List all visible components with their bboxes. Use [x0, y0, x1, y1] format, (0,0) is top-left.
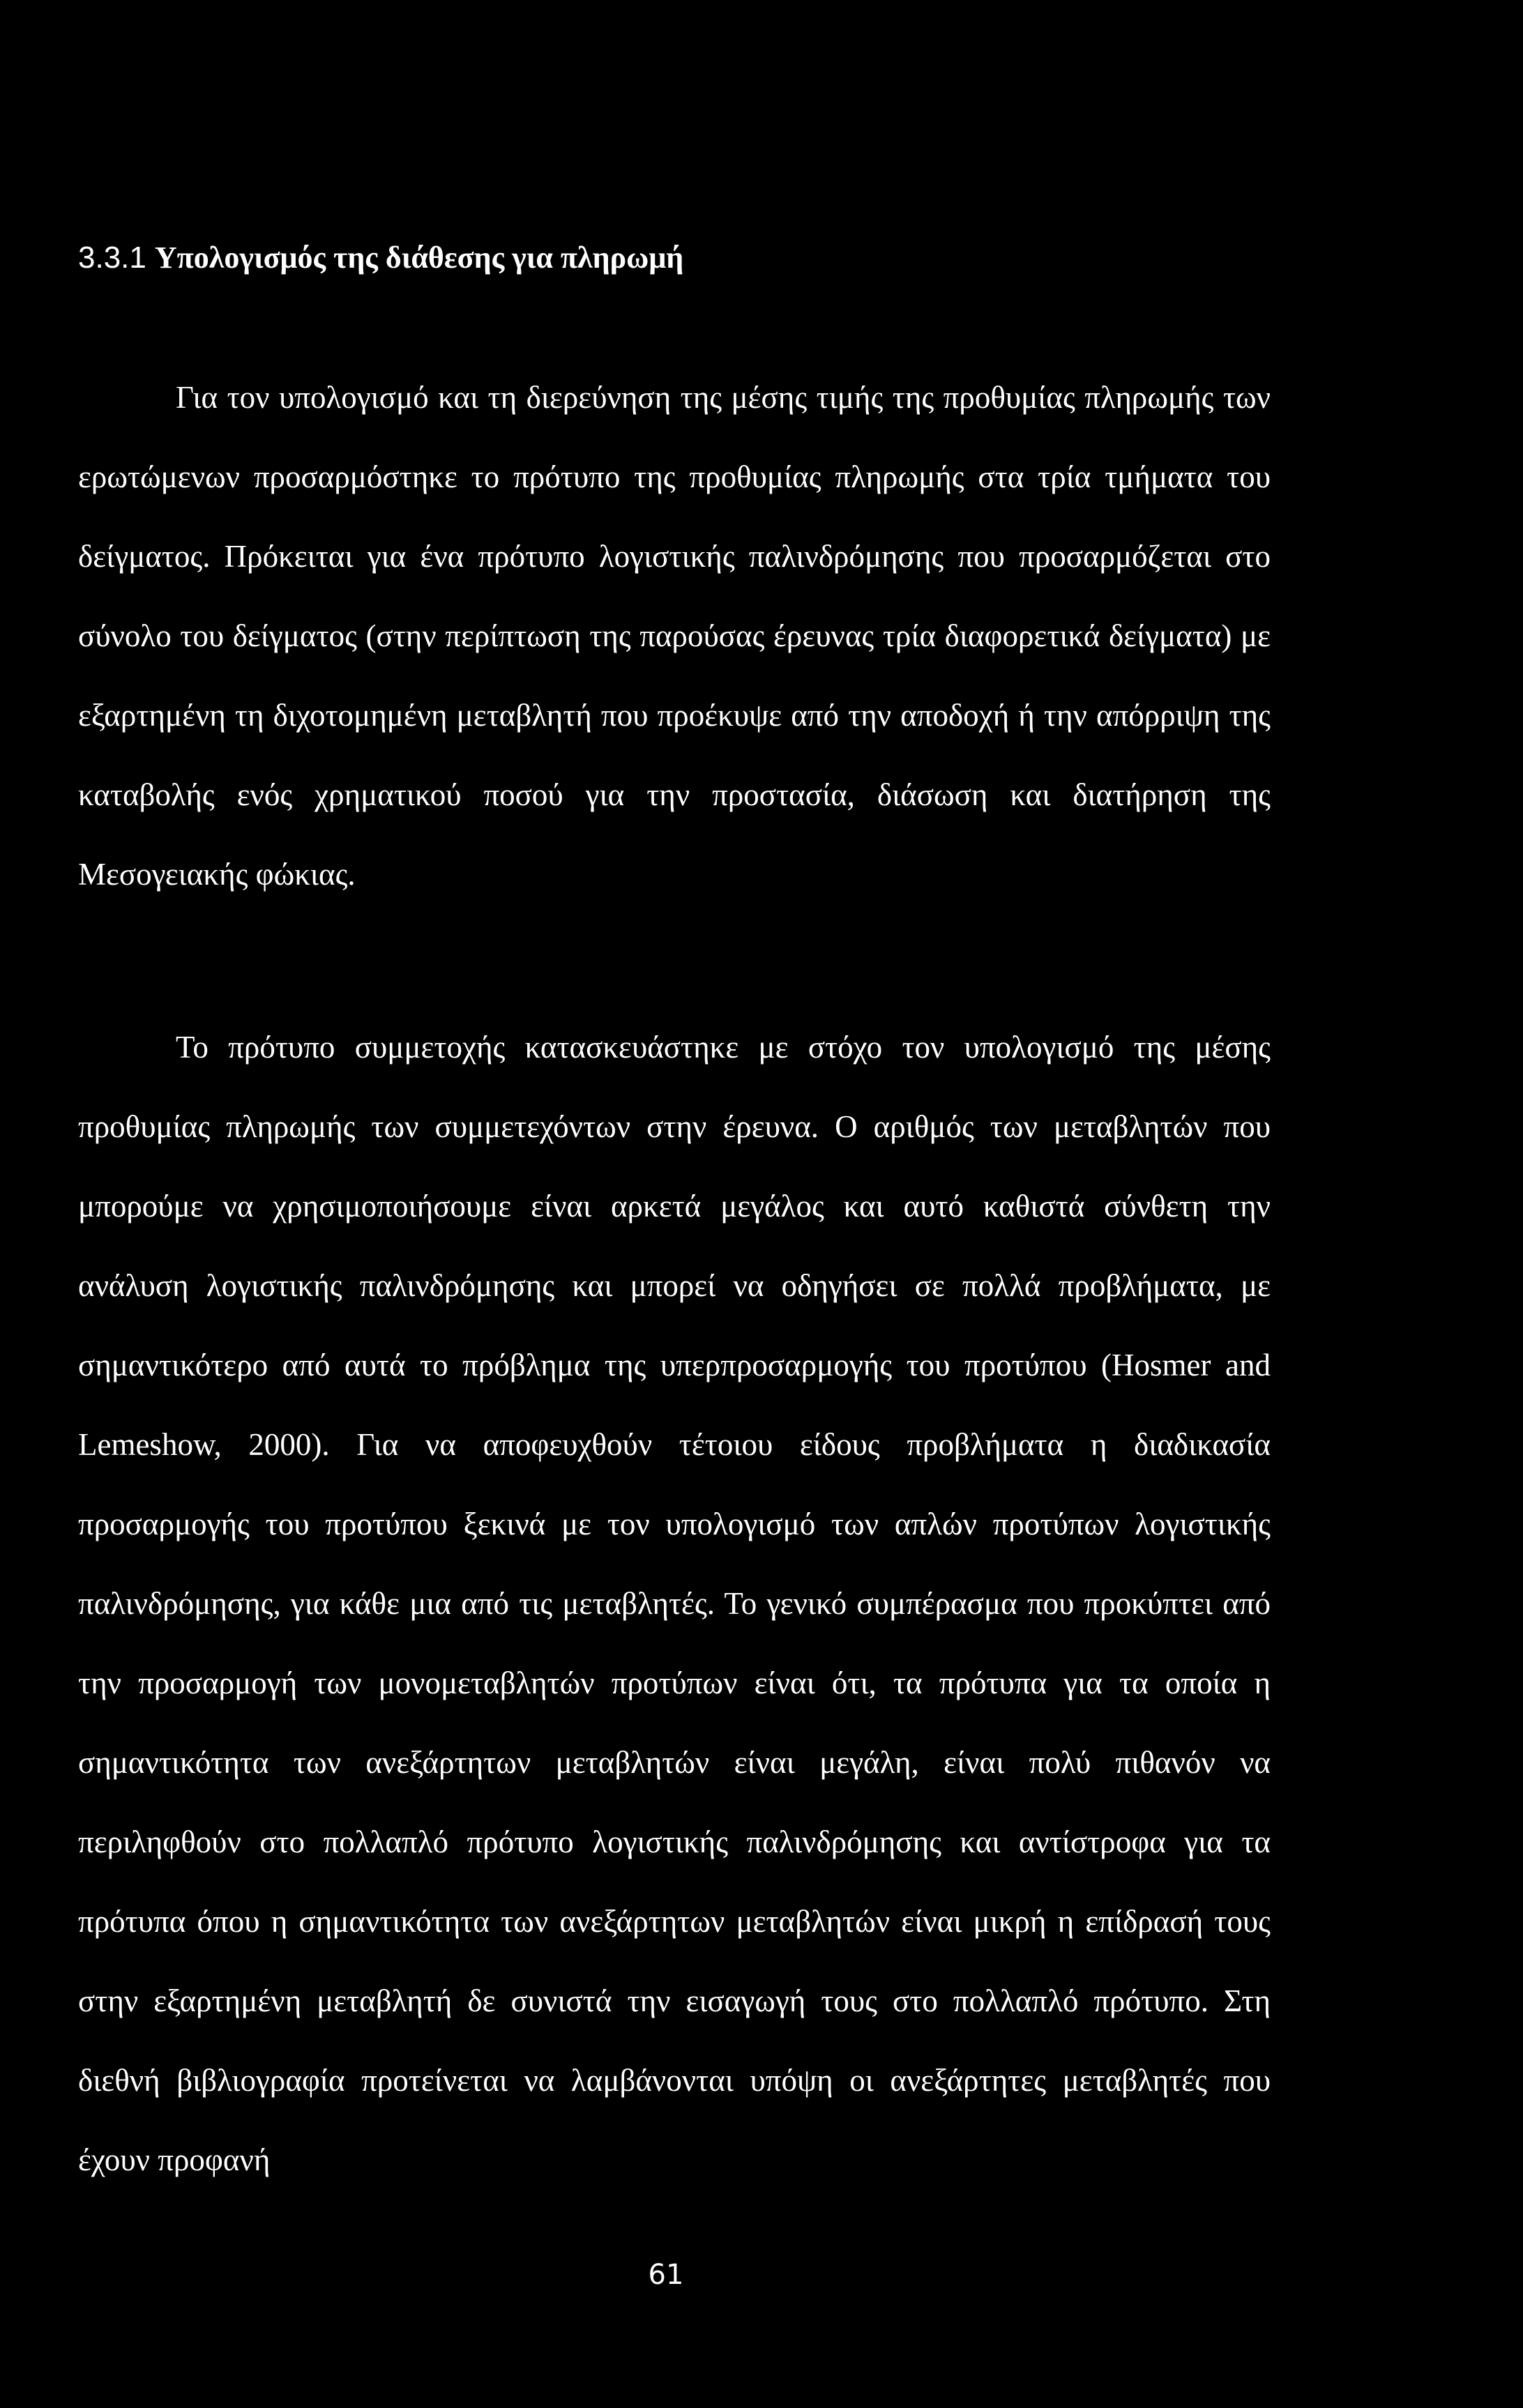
- section-title: Υπολογισμός της διάθεσης για πληρωμή: [154, 241, 684, 275]
- section-number: 3.3.1: [78, 241, 146, 275]
- section-heading: [78, 237, 683, 279]
- paragraph-2: Το πρότυπο συμμετοχής κατασκευάστηκε με στόχο τον υπολογισμό της μέσης προθυμίας πληρωμής των συμμετεχόντων στην έρευνα. Ο αριθμός των μεταβλητών που μπορούμε να χρησιμοποιήσουμε είναι αρκετά μεγάλος και αυτό καθιστά σύνθετη την ανάλυση λογιστικής παλινδρόμησης και μπορεί να οδηγήσει σε πολλά προβλήματα, με σημαντικότερο από αυτά το πρόβλημα της υπερπροσαρμογής του προτύπου (Hosmer and Lemeshow, 2000). Για να αποφευχθούν τέτοιου είδους προβλήματα η διαδικασία προσαρμογής του προτύπου ξεκινά με τον υπολογισμό των απλών προτύπων λογιστικής παλινδρόμησης, για κάθε μια από τις μεταβλητές. Το γενικό συμπέρασμα που προκύπτει από την προσαρμογή των μονομεταβλητών προτύπων είναι ότι, τα πρότυπα για τα οποία η σημαντικότητα των ανεξάρτητων μεταβλητών είναι μεγάλη, είναι πολύ πιθανόν να περιληφθούν στο πολλαπλό πρότυπο λογιστικής παλινδρόμησης και αντίστροφα για τα πρότυπα όπου η σημαντικότητα των ανεξάρτητων μεταβλητών είναι μικρή η επίδρασή τους στην εξαρτημένη μεταβλητή δε συνιστά την εισαγωγή τους στο πολλαπλό πρότυπο. Στη διεθνή βιβλιογραφία προτείνεται να λαμβάνονται υπόψη οι ανεξάρτητες μεταβλητές που έχουν προφανή: [78, 1030, 1271, 2177]
- page-number: 61: [648, 2259, 684, 2291]
- paragraph-1: Για τον υπολογισμό και τη διερεύνηση της μέσης τιμής της προθυμίας πληρωμής των ερωτώμενων προσαρμόστηκε το πρότυπο της προθυμίας πληρωμής στα τρία τμήματα του δείγματος. Πρόκειται για ένα πρότυπο λογιστικής παλινδρόμησης που προσαρμόζεται στο σύνολο του δείγματος (στην περίπτωση της παρούσας έρευνας τρία διαφορετικά δείγματα) με εξαρτημένη τη διχοτομημένη μεταβλητή που προέκυψε από την αποδοχή ή την απόρριψη της καταβολής ενός χρηματικού ποσού για την προστασία, διάσωση και διατήρηση της Μεσογειακής φώκιας.: [78, 380, 1271, 892]
